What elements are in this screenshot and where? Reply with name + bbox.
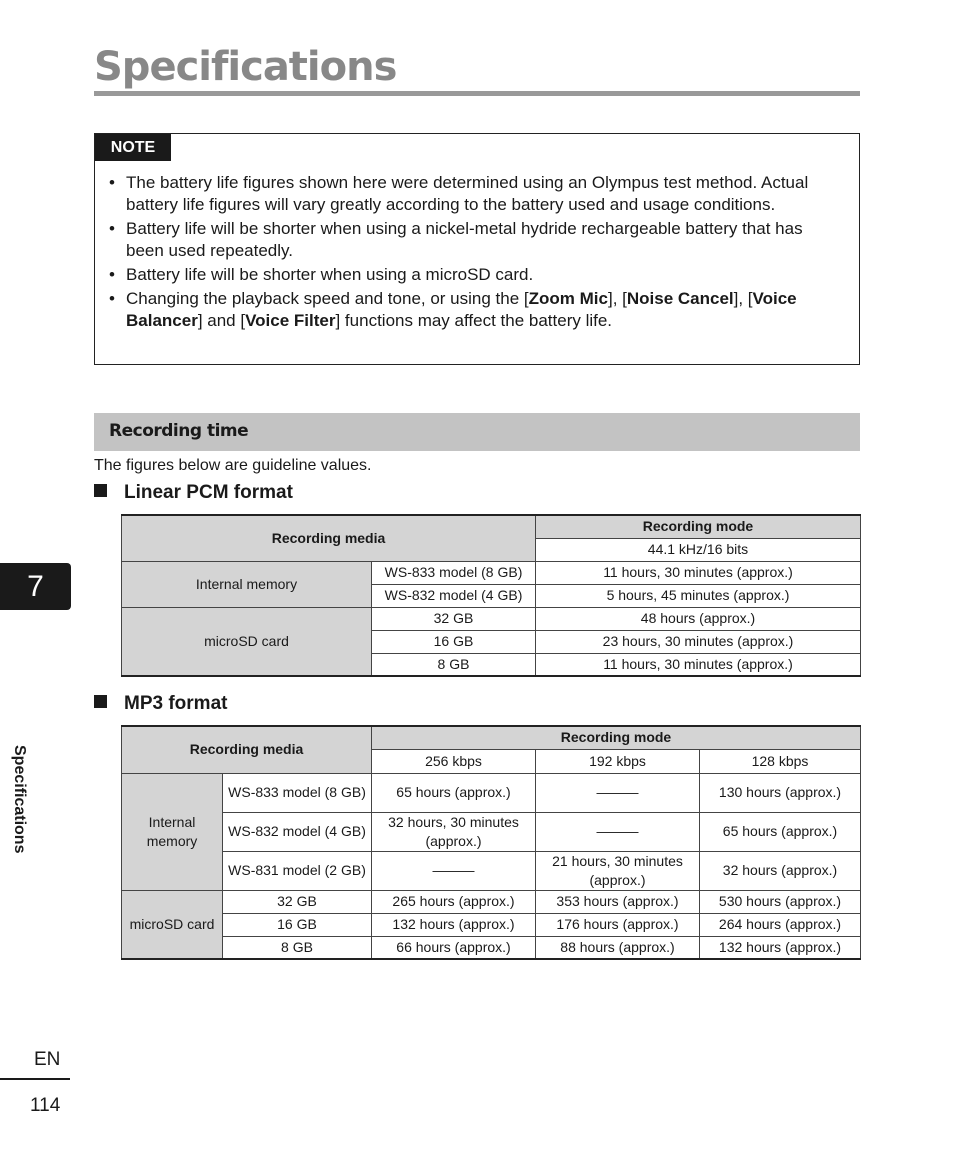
page-number: 114 (30, 1095, 61, 1116)
mp3-row-label: WS-831 model (2 GB) (223, 851, 372, 890)
note-text: ], [ (733, 289, 753, 308)
pcm-table (121, 514, 861, 677)
note-text: Battery life will be shorter when using a microSD card. (126, 265, 534, 284)
mp3-cell: ——— (372, 851, 536, 890)
pcm-header-media: Recording media (122, 515, 536, 561)
mp3-row-label: WS-832 model (4 GB) (223, 812, 372, 851)
mp3-subheading (94, 693, 227, 715)
mp3-cell: 32 hours (approx.) (700, 851, 861, 890)
mp3-cell: 21 hours, 30 minutes (approx.) (536, 851, 700, 890)
mp3-row-label: WS-833 model (8 GB) (223, 773, 372, 812)
mp3-cell: ——— (536, 773, 700, 812)
pcm-row-label: WS-832 model (4 GB) (372, 584, 536, 607)
footer-rule (0, 1078, 70, 1080)
mp3-header-mode: Recording mode (372, 726, 861, 749)
pcm-row-label: WS-833 model (8 GB) (372, 561, 536, 584)
note-tag: NOTE (95, 134, 171, 161)
pcm-row-label: 8 GB (372, 653, 536, 676)
side-chapter-label: Specifications (11, 745, 28, 854)
mp3-cell: ——— (536, 812, 700, 851)
note-item (109, 172, 839, 216)
pcm-header-mode: Recording mode (536, 515, 861, 538)
mp3-row-label: 16 GB (223, 913, 372, 936)
note-list (109, 172, 839, 334)
mp3-cell: 66 hours (approx.) (372, 936, 536, 959)
mp3-column-header: 192 kbps (536, 749, 700, 773)
pcm-row-value: 11 hours, 30 minutes (approx.) (536, 561, 861, 584)
note-keyword: Noise Cancel (626, 289, 734, 308)
square-bullet-icon (94, 484, 107, 497)
section-heading: Recording time (109, 421, 249, 441)
section-heading-bar (94, 413, 860, 451)
mp3-media-cell: microSD card (122, 890, 223, 959)
note-text: Changing the playback speed and tone, or using the [ (126, 289, 529, 308)
note-text: ], [ (607, 289, 627, 308)
note-box (94, 133, 860, 365)
note-text: The battery life figures shown here were determined using an Olympus test method. Actual battery life figures will vary greatly according to the battery used and usage conditions. (126, 173, 809, 214)
square-bullet-icon (94, 695, 107, 708)
mp3-cell: 130 hours (approx.) (700, 773, 861, 812)
pcm-row-label: 32 GB (372, 607, 536, 630)
mp3-cell: 32 hours, 30 minutes (approx.) (372, 812, 536, 851)
note-item (109, 264, 839, 286)
mp3-cell: 65 hours (approx.) (700, 812, 861, 851)
note-text: Battery life will be shorter when using a nickel-metal hydride rechargeable battery that has been used repeatedly. (126, 219, 803, 260)
note-item (109, 288, 839, 332)
mp3-cell: 132 hours (approx.) (372, 913, 536, 936)
mp3-media-cell: Internal memory (122, 773, 223, 890)
mp3-cell: 264 hours (approx.) (700, 913, 861, 936)
intro-text: The figures below are guideline values. (94, 457, 372, 474)
mp3-table (121, 725, 861, 960)
language-label: EN (34, 1049, 61, 1070)
pcm-row-value: 48 hours (approx.) (536, 607, 861, 630)
pcm-row-value: 11 hours, 30 minutes (approx.) (536, 653, 861, 676)
note-keyword: Voice Balancer (126, 289, 797, 330)
page-title: Specifications (94, 44, 397, 90)
mp3-cell: 132 hours (approx.) (700, 936, 861, 959)
note-keyword: Zoom Mic (528, 289, 608, 308)
pcm-media-cell: Internal memory (122, 561, 372, 607)
mp3-cell: 65 hours (approx.) (372, 773, 536, 812)
pcm-subheading (94, 482, 293, 504)
mp3-cell: 530 hours (approx.) (700, 890, 861, 913)
pcm-row-value: 5 hours, 45 minutes (approx.) (536, 584, 861, 607)
mp3-cell: 88 hours (approx.) (536, 936, 700, 959)
note-text: ] and [ (197, 311, 246, 330)
pcm-mode-column: 44.1 kHz/16 bits (536, 538, 861, 561)
mp3-column-header: 128 kbps (700, 749, 861, 773)
pcm-row-value: 23 hours, 30 minutes (approx.) (536, 630, 861, 653)
mp3-row-label: 32 GB (223, 890, 372, 913)
mp3-row-label: 8 GB (223, 936, 372, 959)
mp3-cell: 176 hours (approx.) (536, 913, 700, 936)
note-text: ] functions may affect the battery life. (335, 311, 613, 330)
pcm-media-cell: microSD card (122, 607, 372, 676)
mp3-column-header: 256 kbps (372, 749, 536, 773)
chapter-tab: 7 (0, 563, 71, 610)
mp3-cell: 353 hours (approx.) (536, 890, 700, 913)
pcm-heading-text: Linear PCM format (124, 482, 293, 503)
note-item (109, 218, 839, 262)
mp3-header-media: Recording media (122, 726, 372, 773)
title-rule (94, 91, 860, 96)
note-keyword: Voice Filter (245, 311, 336, 330)
pcm-row-label: 16 GB (372, 630, 536, 653)
mp3-heading-text: MP3 format (124, 693, 228, 714)
mp3-cell: 265 hours (approx.) (372, 890, 536, 913)
